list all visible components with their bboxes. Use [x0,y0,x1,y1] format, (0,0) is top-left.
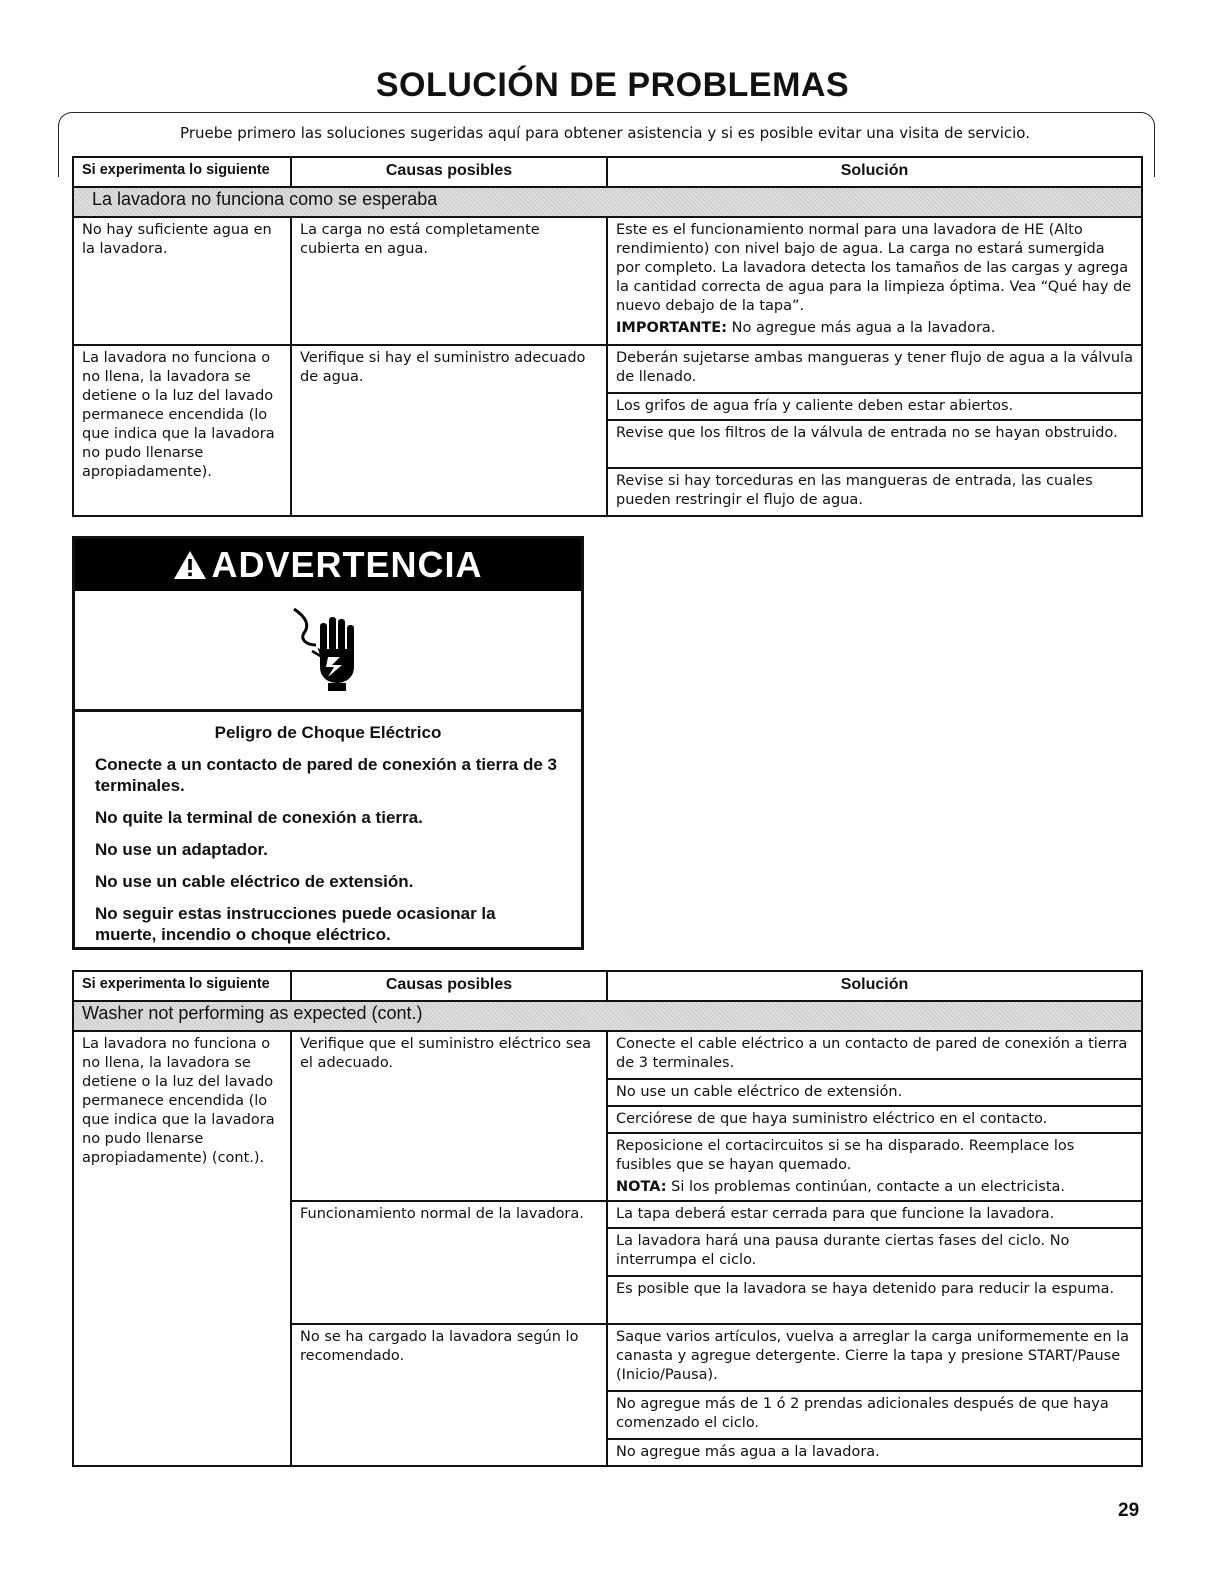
solution-cell: Es posible que la lavadora se haya detenido para reducir la espuma. [607,1276,1142,1324]
cause-cell: No se ha cargado la lavadora según lo recomendado. [291,1324,607,1466]
troubleshooting-table-2 [72,970,1143,1467]
note-label: NOTA: [616,1179,667,1195]
table-row [73,217,1142,345]
warning-text [75,712,581,966]
warning-triangle-icon [173,550,207,580]
electric-shock-hand-icon [288,605,368,695]
warning-line: No quite la terminal de conexión a tierra. [95,808,423,827]
troubleshooting-table-1 [72,156,1143,517]
warning-header [75,539,581,591]
table-row [73,345,1142,393]
warning-box [72,536,584,950]
cause-cell: Verifique que el suministro eléctrico sea el adecuado. [291,1031,607,1201]
solution-cell: Cerciórese de que haya suministro eléctrico en el contacto. [607,1106,1142,1133]
important-note [616,319,1133,338]
warning-line: No seguir estas instrucciones puede ocasionar la muerte, incendio o choque eléctrico. [95,904,496,944]
section-band-label: La lavadora no funciona como se esperaba [73,187,1142,217]
solution-text: Reposicione el cortacircuitos si se ha disparado. Reemplace los fusibles que se hayan quemado. [616,1138,1075,1173]
header-symptom: Si experimenta lo siguiente [73,157,291,187]
note-text: Si los problemas continúan, contacte a un electricista. [666,1179,1066,1195]
warning-title: ADVERTENCIA [211,544,483,585]
intro-text: Pruebe primero las soluciones sugeridas aquí para obtener asistencia y si es posible evitar una visita de servicio. [180,124,1030,142]
symptom-cell: La lavadora no funciona o no llena, la lavadora se detiene o la luz del lavado permanece encendida (lo que indica que la lavadora no pudo llenarse apropiadamente). [73,345,291,516]
page-title: SOLUCIÓN DE PROBLEMAS [375,66,850,104]
table-row [73,1031,1142,1079]
warning-line: No use un cable eléctrico de extensión. [95,872,414,891]
solution-cell: No agregue más de 1 ó 2 prendas adicionales después de que haya comenzado el ciclo. [607,1391,1142,1439]
solution-cell [607,1133,1142,1201]
solution-cell: Los grifos de agua fría y caliente deben estar abiertos. [607,393,1142,420]
solution-cell: Revise que los filtros de la válvula de entrada no se hayan obstruido. [607,420,1142,468]
header-cause: Causas posibles [291,157,607,187]
warning-line: No use un adaptador. [95,840,268,859]
warning-heading: Peligro de Choque Eléctrico [214,723,442,742]
solution-cell: No use un cable eléctrico de extensión. [607,1079,1142,1106]
section-band [73,1001,1142,1031]
solution-cell: Deberán sujetarse ambas mangueras y tener flujo de agua a la válvula de llenado. [607,345,1142,393]
header-cause: Causas posibles [291,971,607,1001]
solution-cell [607,217,1142,345]
note-text: No agregue más agua a la lavadora. [727,320,996,336]
nota-note [616,1178,1133,1197]
header-symptom: Si experimenta lo siguiente [73,971,291,1001]
section-band-label: Washer not performing as expected (cont.) [73,1001,1142,1031]
solution-cell: Saque varios artículos, vuelva a arreglar la carga uniformemente en la canasta y agregue detergente. Cierre la tapa y presione START/Pause (Inicio/Pausa). [607,1324,1142,1391]
table-header-row [73,157,1142,187]
cause-cell: La carga no está completamente cubierta en agua. [291,217,607,345]
warning-icon-area [75,591,581,712]
cause-cell: Verifique si hay el suministro adecuado de agua. [291,345,607,516]
symptom-cell: No hay suficiente agua en la lavadora. [73,217,291,345]
note-label: IMPORTANTE: [616,320,728,336]
page-number: 29 [1118,1500,1140,1521]
solution-text: Este es el funcionamiento normal para una lavadora de HE (Alto rendimiento) con nivel bajo de agua. La carga no estará sumergida por completo. La lavadora detecta los tamaños de las cargas y agrega la cantidad correcta de agua para la limpieza óptima. Vea “Qué hay de nuevo debajo de la tapa”. [616,222,1132,314]
solution-cell: La tapa deberá estar cerrada para que funcione la lavadora. [607,1201,1142,1228]
table-header-row [73,971,1142,1001]
header-solution: Solución [607,971,1142,1001]
header-solution: Solución [607,157,1142,187]
solution-cell: Conecte el cable eléctrico a un contacto de pared de conexión a tierra de 3 terminales. [607,1031,1142,1079]
warning-line: Conecte a un contacto de pared de conexión a tierra de 3 terminales. [95,755,557,795]
solution-cell: La lavadora hará una pausa durante ciertas fases del ciclo. No interrumpa el ciclo. [607,1228,1142,1276]
solution-cell: No agregue más agua a la lavadora. [607,1439,1142,1466]
symptom-cell: La lavadora no funciona o no llena, la lavadora se detiene o la luz del lavado permanece encendida (lo que indica que la lavadora no pudo llenarse apropiadamente) (cont.). [73,1031,291,1466]
section-band [73,187,1142,217]
solution-cell: Revise si hay torceduras en las mangueras de entrada, las cuales pueden restringir el flujo de agua. [607,468,1142,516]
cause-cell: Funcionamiento normal de la lavadora. [291,1201,607,1324]
